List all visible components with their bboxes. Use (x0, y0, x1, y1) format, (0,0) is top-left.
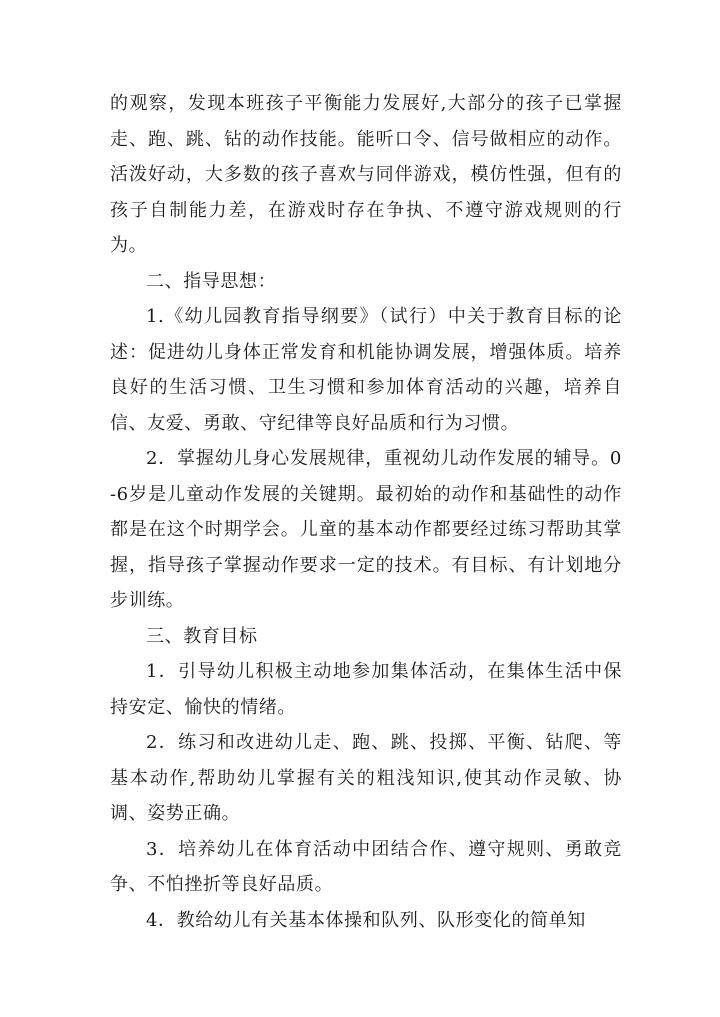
paragraph-observation: 的观察，发现本班孩子平衡能力发展好,大部分的孩子已掌握走、跑、跳、钻的动作技能。能听口令、信号做相应的动作。活泼好动，大多数的孩子喜欢与同伴游戏，模仿性强，但有的孩子自制能力差，在游戏时存在争执、不遵守游戏规则的行为。 (110, 93, 622, 256)
paragraph-goal-2: 2．练习和改进幼儿走、跑、跳、投掷、平衡、钻爬、等基本动作,帮助幼儿掌握有关的粗浅知识,使其动作灵敏、协调、姿势正确。 (110, 732, 622, 824)
heading-guiding-thought: 二、指导思想： (146, 270, 277, 292)
paragraph-guideline-2: 2．掌握幼儿身心发展规律，重视幼儿动作发展的辅导。0-6岁是儿童动作发展的关键期。最初始的动作和基础性的动作都是在这个时期学会。儿童的基本动作都要经过练习帮助其掌握，指导孩子掌握动作要求一定的技术。有目标、有计划地分步训练。 (110, 448, 622, 611)
paragraph-goal-4: 4．教给幼儿有关基本体操和队列、队形变化的简单知 (146, 909, 586, 931)
paragraph-goal-1: 1．引导幼儿积极主动地参加集体活动，在集体生活中保持安定、愉快的情绪。 (110, 661, 622, 718)
paragraph-guideline-1: 1.《幼儿园教育指导纲要》（试行）中关于教育目标的论述：促进幼儿身体正常发育和机能协调发展，增强体质。培养良好的生活习惯、卫生习惯和参加体育活动的兴趣，培养自信、友爱、勇敢、守纪律等良好品质和行为习惯。 (110, 306, 622, 434)
paragraph-goal-3: 3．培养幼儿在体育活动中团结合作、遵守规则、勇敢竞争、不怕挫折等良好品质。 (110, 838, 622, 895)
document-page (110, 86, 622, 938)
heading-education-goals: 三、教育目标 (146, 625, 258, 647)
